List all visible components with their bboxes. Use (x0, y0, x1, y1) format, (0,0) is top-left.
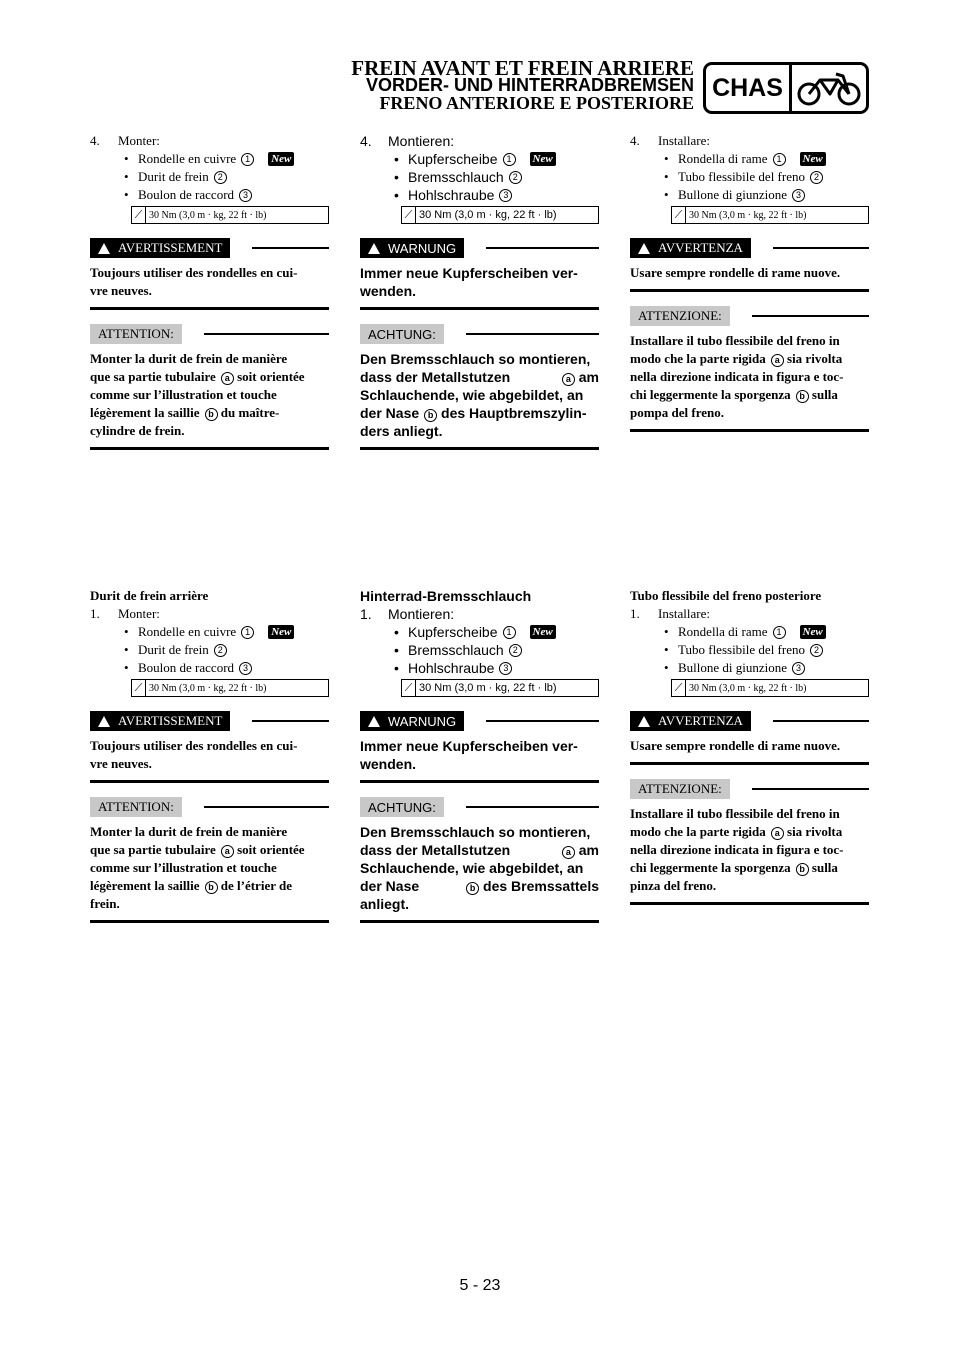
text-line: pinza del freno. (630, 878, 717, 893)
callout-letter: a (221, 845, 234, 858)
callout-letter: a (562, 373, 575, 386)
text-fragment: soit orientée (237, 842, 305, 857)
caution-box (360, 797, 599, 923)
warning-tag (630, 238, 751, 258)
warning-box (630, 238, 869, 292)
torque-spec (401, 679, 599, 697)
list-item (630, 623, 869, 641)
step-line (360, 132, 599, 150)
text-line (90, 404, 329, 422)
bullet-mark: • (664, 624, 669, 639)
step-line (90, 132, 329, 150)
list-item (360, 623, 599, 641)
text-line: Schlauchende, wie abgebildet, an (360, 387, 584, 403)
wrench-icon: ⟋ (672, 207, 686, 223)
text-fragment: dass der Metallstutzen (360, 369, 511, 385)
torque-value: 30 Nm (3,0 m · kg, 22 ft · lb) (419, 682, 557, 694)
divider (252, 247, 329, 249)
warning-text (90, 264, 329, 300)
text-line: nella direzione indicata in figura e toc- (630, 369, 844, 384)
divider (752, 315, 869, 317)
torque-value: 30 Nm (3,0 m · kg, 22 ft · lb) (689, 682, 807, 694)
caution-label: ACHTUNG: (360, 797, 444, 817)
warning-triangle-icon (98, 243, 110, 254)
warning-label: AVERTISSEMENT (118, 713, 223, 728)
bullet-mark: • (394, 642, 399, 658)
text-fragment: sulla (811, 387, 838, 402)
bullet-mark: • (124, 642, 129, 657)
wrench-icon: ⟋ (132, 207, 146, 223)
list-item (630, 186, 869, 204)
list-item (90, 168, 329, 186)
text-line (360, 404, 599, 422)
list-item (360, 150, 599, 168)
bullet-mark: • (124, 169, 129, 184)
warning-box (630, 711, 869, 765)
text-fragment: dass der Metallstutzen (360, 842, 511, 858)
text-line (90, 841, 329, 859)
torque-spec (671, 679, 869, 697)
callout-number: 3 (792, 662, 805, 675)
divider (466, 806, 599, 808)
caution-box (360, 324, 599, 450)
callout-letter: b (466, 882, 479, 895)
caution-text (360, 350, 599, 440)
divider (252, 720, 329, 722)
bullet-mark: • (664, 169, 669, 184)
step-label: Monter: (118, 606, 160, 621)
wrench-icon: ⟋ (672, 680, 686, 696)
item-label: Tubo flessibile del freno (678, 642, 805, 657)
bullet-mark: • (394, 169, 399, 185)
caution-text (630, 805, 869, 895)
callout-number: 2 (509, 644, 522, 657)
text-fragment: sia rivolta (787, 824, 843, 839)
bullet-mark: • (664, 187, 669, 202)
text-fragment: sulla (811, 860, 838, 875)
warning-text (360, 264, 599, 300)
text-fragment: chi leggermente la sporgenza (630, 860, 791, 875)
text-line (360, 841, 599, 859)
text-line: Installare il tubo flessibile del freno in (630, 806, 840, 821)
callout-letter: a (221, 372, 234, 385)
text-line (630, 350, 869, 368)
text-line: Den Bremsschlauch so montieren, (360, 824, 591, 840)
caution-label: ATTENZIONE: (630, 306, 730, 326)
warning-label: WARNUNG (388, 713, 457, 729)
text-line (630, 386, 869, 404)
warning-tag (360, 711, 464, 731)
list-item (360, 186, 599, 204)
bullet-mark: • (664, 151, 669, 166)
caution-label: ATTENTION: (90, 797, 182, 817)
caution-box (630, 779, 869, 905)
callout-number: 1 (503, 626, 516, 639)
warning-box (90, 238, 329, 310)
item-label: Durit de frein (138, 169, 209, 184)
torque-value: 30 Nm (3,0 m · kg, 22 ft · lb) (419, 209, 557, 221)
step-label: Installare: (658, 606, 710, 621)
torque-spec (401, 206, 599, 224)
item-label: Rondelle en cuivre (138, 151, 237, 166)
text-fragment: am (578, 369, 599, 385)
warning-text (360, 737, 599, 773)
list-item (360, 641, 599, 659)
bullet-mark: • (124, 187, 129, 202)
divider (486, 247, 599, 249)
text-line: Toujours utiliser des rondelles en cui- (90, 265, 298, 280)
item-label: Rondella di rame (678, 624, 768, 639)
text-line: pompa del freno. (630, 405, 725, 420)
divider (773, 720, 869, 722)
text-line: Usare sempre rondelle di rame nuove. (630, 738, 841, 753)
item-label: Hohlschraube (408, 660, 495, 676)
list-item (360, 659, 599, 677)
step-label: Montieren: (388, 133, 455, 149)
callout-number: 2 (810, 171, 823, 184)
step-label: Installare: (658, 133, 710, 148)
fr-rear-section (90, 587, 329, 923)
bullet-mark: • (394, 624, 399, 640)
callout-number: 2 (810, 644, 823, 657)
item-label: Kupferscheibe (408, 624, 498, 640)
step-line (630, 605, 869, 623)
fr-front-section (90, 132, 329, 450)
bullet-mark: • (124, 624, 129, 639)
warning-triangle-icon (368, 243, 380, 254)
callout-letter: a (771, 827, 784, 840)
caution-label: ATTENTION: (90, 324, 182, 344)
divider (466, 333, 599, 335)
bullet-mark: • (664, 642, 669, 657)
warning-box (360, 238, 599, 310)
de-rear-section (360, 587, 599, 923)
header-title-fr: FREIN AVANT ET FREIN ARRIERE (351, 56, 694, 80)
wrench-icon: ⟋ (402, 207, 416, 223)
warning-triangle-icon (638, 243, 650, 254)
list-item (90, 641, 329, 659)
bullet-mark: • (124, 660, 129, 675)
item-label: Bremsschlauch (408, 642, 504, 658)
text-line: wenden. (360, 283, 417, 299)
torque-value: 30 Nm (3,0 m · kg, 22 ft · lb) (149, 682, 267, 694)
bullet-mark: • (394, 151, 399, 167)
callout-letter: a (771, 354, 784, 367)
list-item (630, 659, 869, 677)
warning-label: AVVERTENZA (658, 240, 743, 255)
step-number: 4. (360, 133, 372, 149)
text-fragment: soit orientée (237, 369, 305, 384)
warning-text (630, 737, 869, 755)
text-line: Schlauchende, wie abgebildet, an (360, 860, 584, 876)
text-fragment: am (578, 842, 599, 858)
item-label: Kupferscheibe (408, 151, 498, 167)
warning-triangle-icon (368, 716, 380, 727)
header-title-de: VORDER- UND HINTERRADBREMSEN (365, 75, 694, 95)
de-front-section (360, 132, 599, 450)
divider (752, 788, 869, 790)
text-line: Installare il tubo flessibile del freno in (630, 333, 840, 348)
torque-spec (131, 206, 329, 224)
callout-number: 1 (241, 153, 254, 166)
warning-label: WARNUNG (388, 240, 457, 256)
step-number: 1. (360, 606, 372, 622)
caution-label: ACHTUNG: (360, 324, 444, 344)
text-line: Monter la durit de frein de manière (90, 824, 288, 839)
step-number: 1. (90, 606, 100, 621)
text-line: Den Bremsschlauch so montieren, (360, 351, 591, 367)
it-front-section (630, 132, 869, 432)
item-label: Durit de frein (138, 642, 209, 657)
caution-box (90, 797, 329, 923)
text-line: vre neuves. (90, 283, 152, 298)
divider (773, 247, 869, 249)
item-label: Bullone di giunzione (678, 660, 788, 675)
section-heading: Tubo flessibile del freno posteriore (630, 588, 822, 603)
callout-number: 1 (773, 626, 786, 639)
warning-box (90, 711, 329, 783)
torque-spec (131, 679, 329, 697)
list-item (90, 623, 329, 641)
text-line: comme sur l’illustration et touche (90, 387, 277, 402)
callout-number: 2 (214, 644, 227, 657)
text-line: frein. (90, 896, 120, 911)
warning-label: AVERTISSEMENT (118, 240, 223, 255)
callout-number: 3 (499, 189, 512, 202)
text-line (630, 859, 869, 877)
bullet-mark: • (394, 187, 399, 203)
caution-text (90, 823, 329, 913)
callout-letter: b (205, 881, 218, 894)
text-fragment: der Nase (360, 878, 420, 894)
divider (486, 720, 599, 722)
torque-value: 30 Nm (3,0 m · kg, 22 ft · lb) (149, 209, 267, 221)
callout-letter: b (424, 409, 437, 422)
text-fragment: de l’étrier de (220, 878, 292, 893)
text-line: Immer neue Kupferscheiben ver- (360, 738, 578, 754)
text-fragment: chi leggermente la sporgenza (630, 387, 791, 402)
warning-tag (360, 238, 464, 258)
step-label: Monter: (118, 133, 160, 148)
step-number: 4. (630, 133, 640, 148)
bullet-mark: • (394, 660, 399, 676)
warning-text (630, 264, 869, 282)
text-line: vre neuves. (90, 756, 152, 771)
text-line: ders anliegt. (360, 423, 443, 439)
step-line (630, 132, 869, 150)
text-fragment: des Bremssattels (483, 878, 599, 894)
item-label: Rondelle en cuivre (138, 624, 237, 639)
text-line: comme sur l’illustration et touche (90, 860, 277, 875)
caution-text (90, 350, 329, 440)
text-line (360, 877, 599, 895)
caution-text (630, 332, 869, 422)
caution-box (630, 306, 869, 432)
list-item (630, 168, 869, 186)
callout-letter: b (796, 863, 809, 876)
text-line (630, 823, 869, 841)
warning-box (360, 711, 599, 783)
warning-triangle-icon (638, 716, 650, 727)
text-line: Monter la durit de frein de manière (90, 351, 288, 366)
step-label: Montieren: (388, 606, 455, 622)
new-badge: New (268, 625, 294, 639)
text-fragment: du maître- (220, 405, 280, 420)
text-fragment: sia rivolta (787, 351, 843, 366)
caution-label: ATTENZIONE: (630, 779, 730, 799)
text-line: Toujours utiliser des rondelles en cui- (90, 738, 298, 753)
callout-number: 1 (503, 153, 516, 166)
text-line: Usare sempre rondelle di rame nuove. (630, 265, 841, 280)
callout-number: 3 (239, 189, 252, 202)
divider (204, 806, 329, 808)
bullet-mark: • (664, 660, 669, 675)
callout-number: 2 (214, 171, 227, 184)
item-label: Boulon de raccord (138, 660, 235, 675)
list-item (90, 659, 329, 677)
text-line: Immer neue Kupferscheiben ver- (360, 265, 578, 281)
item-label: Boulon de raccord (138, 187, 235, 202)
callout-number: 3 (499, 662, 512, 675)
torque-value: 30 Nm (3,0 m · kg, 22 ft · lb) (689, 209, 807, 221)
divider (204, 333, 329, 335)
item-label: Hohlschraube (408, 187, 495, 203)
motorcycle-icon (792, 65, 866, 111)
callout-number: 2 (509, 171, 522, 184)
text-line: wenden. (360, 756, 417, 772)
step-line (360, 605, 599, 623)
text-line (360, 368, 599, 386)
it-rear-section (630, 587, 869, 905)
new-badge: New (268, 152, 294, 166)
item-label: Bremsschlauch (408, 169, 504, 185)
bullet-mark: • (124, 151, 129, 166)
list-item (630, 150, 869, 168)
wrench-icon: ⟋ (402, 680, 416, 696)
section-heading: Durit de frein arrière (90, 588, 209, 603)
text-fragment: légèrement la saillie (90, 878, 200, 893)
text-fragment: que sa partie tubulaire (90, 369, 216, 384)
text-fragment: der Nase (360, 405, 420, 421)
item-label: Bullone di giunzione (678, 187, 788, 202)
item-label: Rondella di rame (678, 151, 768, 166)
callout-number: 3 (792, 189, 805, 202)
warning-tag (630, 711, 751, 731)
list-item (360, 168, 599, 186)
section-badge (703, 62, 869, 114)
wrench-icon: ⟋ (132, 680, 146, 696)
step-number: 1. (630, 606, 640, 621)
text-fragment: modo che la parte rigida (630, 351, 766, 366)
warning-triangle-icon (98, 716, 110, 727)
text-line (90, 877, 329, 895)
new-badge: New (530, 152, 556, 166)
callout-letter: b (205, 408, 218, 421)
text-fragment: modo che la parte rigida (630, 824, 766, 839)
new-badge: New (530, 625, 556, 639)
warning-text (90, 737, 329, 773)
text-line: anliegt. (360, 896, 410, 912)
text-fragment: des Hauptbremszylin- (441, 405, 587, 421)
header-title-it: FRENO ANTERIORE E POSTERIORE (379, 93, 694, 113)
item-label: Tubo flessibile del freno (678, 169, 805, 184)
new-badge: New (800, 152, 826, 166)
list-item (90, 186, 329, 204)
text-fragment: légèrement la saillie (90, 405, 200, 420)
text-line: cylindre de frein. (90, 423, 185, 438)
list-item (630, 641, 869, 659)
list-item (90, 150, 329, 168)
torque-spec (671, 206, 869, 224)
caution-box (90, 324, 329, 450)
callout-number: 1 (773, 153, 786, 166)
text-line: nella direzione indicata in figura e toc- (630, 842, 844, 857)
text-line (90, 368, 329, 386)
warning-tag (90, 711, 230, 731)
callout-letter: a (562, 846, 575, 859)
warning-label: AVVERTENZA (658, 713, 743, 728)
callout-number: 1 (241, 626, 254, 639)
new-badge: New (800, 625, 826, 639)
callout-number: 3 (239, 662, 252, 675)
callout-letter: b (796, 390, 809, 403)
page-number: 5 - 23 (459, 1277, 501, 1294)
caution-text (360, 823, 599, 913)
section-heading: Hinterrad-Bremsschlauch (360, 588, 532, 604)
text-fragment: que sa partie tubulaire (90, 842, 216, 857)
step-line (90, 605, 329, 623)
section-label: CHAS (706, 65, 792, 111)
warning-tag (90, 238, 230, 258)
page-header (0, 0, 960, 120)
step-number: 4. (90, 133, 100, 148)
